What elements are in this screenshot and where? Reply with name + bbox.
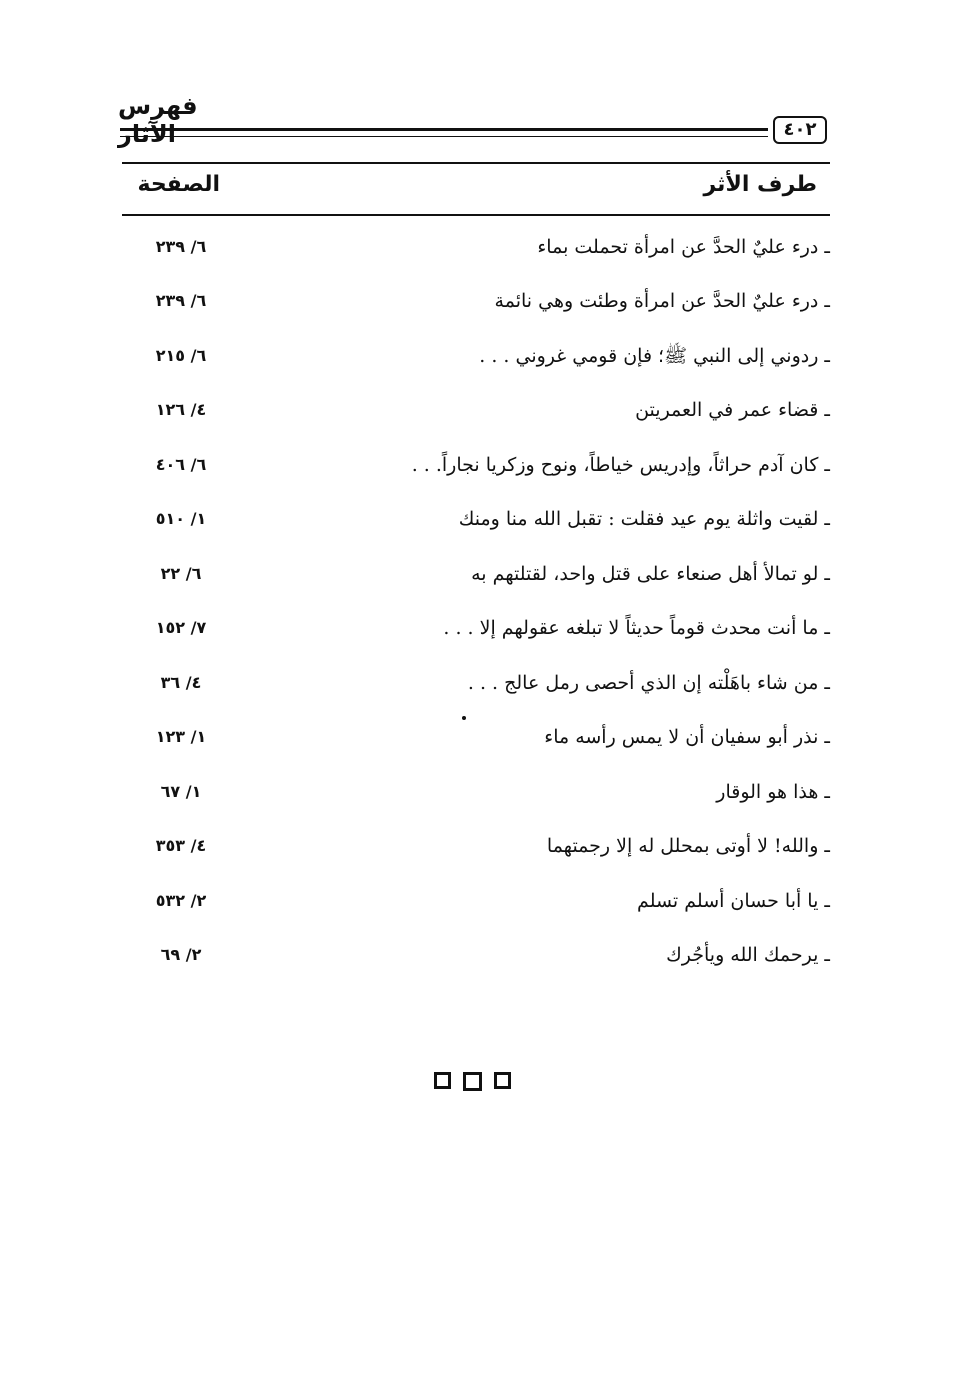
header-rule-thin	[120, 136, 768, 137]
header-title: فهرس الآثار	[118, 92, 198, 148]
header-rule-thick	[120, 128, 768, 131]
athar-text: ـ كان آدم حراثاً، وإدريس خياطاً، ونوح وزكريا نجاراً. . .	[411, 454, 830, 476]
page-ref: ٦/ ٢٣٩	[155, 291, 207, 310]
square-icon	[463, 1072, 482, 1091]
page-ref: ٦/ ٢١٥	[155, 346, 207, 365]
athar-text: ـ يا أبا حسان أسلم تسلم	[637, 890, 830, 912]
athar-text: ـ لو تمالأ أهل صنعاء على قتل واحد، لقتلتهم به	[471, 563, 830, 585]
table-row	[122, 613, 830, 653]
table-row	[122, 831, 830, 871]
square-icon	[434, 1072, 451, 1089]
table-row	[122, 777, 830, 817]
page-ref: ٦/ ٤٠٦	[155, 455, 207, 474]
table-row	[122, 504, 830, 544]
athar-text: ـ لقيت واثلة يوم عيد فقلت : تقبل الله منا ومنك	[458, 508, 830, 530]
athar-text: ـ هذا هو الوقار	[716, 781, 830, 803]
page-ref: ١/ ١٢٣	[155, 727, 207, 746]
table-top-rule	[122, 162, 830, 164]
table-row	[122, 450, 830, 490]
table-row	[122, 668, 830, 708]
page-ref: ٧/ ١٥٢	[155, 618, 207, 637]
table-row	[122, 232, 830, 272]
athar-text: ـ والله! لا أوتى بمحلل له إلا رجمتهما	[546, 835, 830, 857]
table-header-rule	[122, 214, 830, 216]
athar-text: ـ درء عليٌ الحدَّ عن امرأة وطئت وهي نائمة	[494, 290, 830, 312]
page-ref: ٤/ ١٢٦	[155, 400, 207, 419]
table-row	[122, 559, 830, 599]
square-icon	[494, 1072, 511, 1089]
page-ref: ١/ ٥١٠	[155, 509, 207, 528]
athar-text: ـ نذر أبو سفيان أن لا يمس رأسه ماء	[544, 726, 830, 748]
end-of-section-marks	[434, 1072, 511, 1091]
table-row	[122, 341, 830, 381]
table-row	[122, 395, 830, 435]
stray-dot	[462, 716, 466, 720]
athar-text: ـ يرحمك الله ويأجُرك	[666, 944, 830, 966]
page-ref: ١/ ٦٧	[160, 782, 202, 801]
page-ref: ٢/ ٦٩	[160, 945, 202, 964]
athar-text: ـ ما أنت محدث قوماً حديثاً لا تبلغه عقولهم إلا . . .	[443, 617, 830, 639]
athar-text: ـ قضاء عمر في العمريتن	[635, 399, 830, 421]
page-ref: ٤/ ٣٦	[160, 673, 202, 692]
table-row	[122, 722, 830, 762]
page-number: ٤٠٢	[773, 116, 827, 144]
column-header-athar: طرف الأثر	[703, 172, 817, 197]
table-row	[122, 940, 830, 980]
page-ref: ٤/ ٣٥٣	[155, 836, 207, 855]
column-header-page: الصفحة	[137, 172, 220, 197]
table-row	[122, 886, 830, 926]
page-ref: ٦/ ٢٢	[160, 564, 202, 583]
athar-text: ـ ردوني إلى النبي ﷺ؛ فإن قومي غروني . . .	[479, 345, 830, 367]
page-ref: ٦/ ٢٣٩	[155, 237, 207, 256]
page-ref: ٢/ ٥٣٢	[155, 891, 207, 910]
athar-text: ـ درء عليٌ الحدَّ عن امرأة تحملت بماء	[537, 236, 830, 258]
table-row	[122, 286, 830, 326]
athar-text: ـ من شاء باهَلْته إن الذي أحصى رمل عالج . . .	[467, 672, 830, 694]
